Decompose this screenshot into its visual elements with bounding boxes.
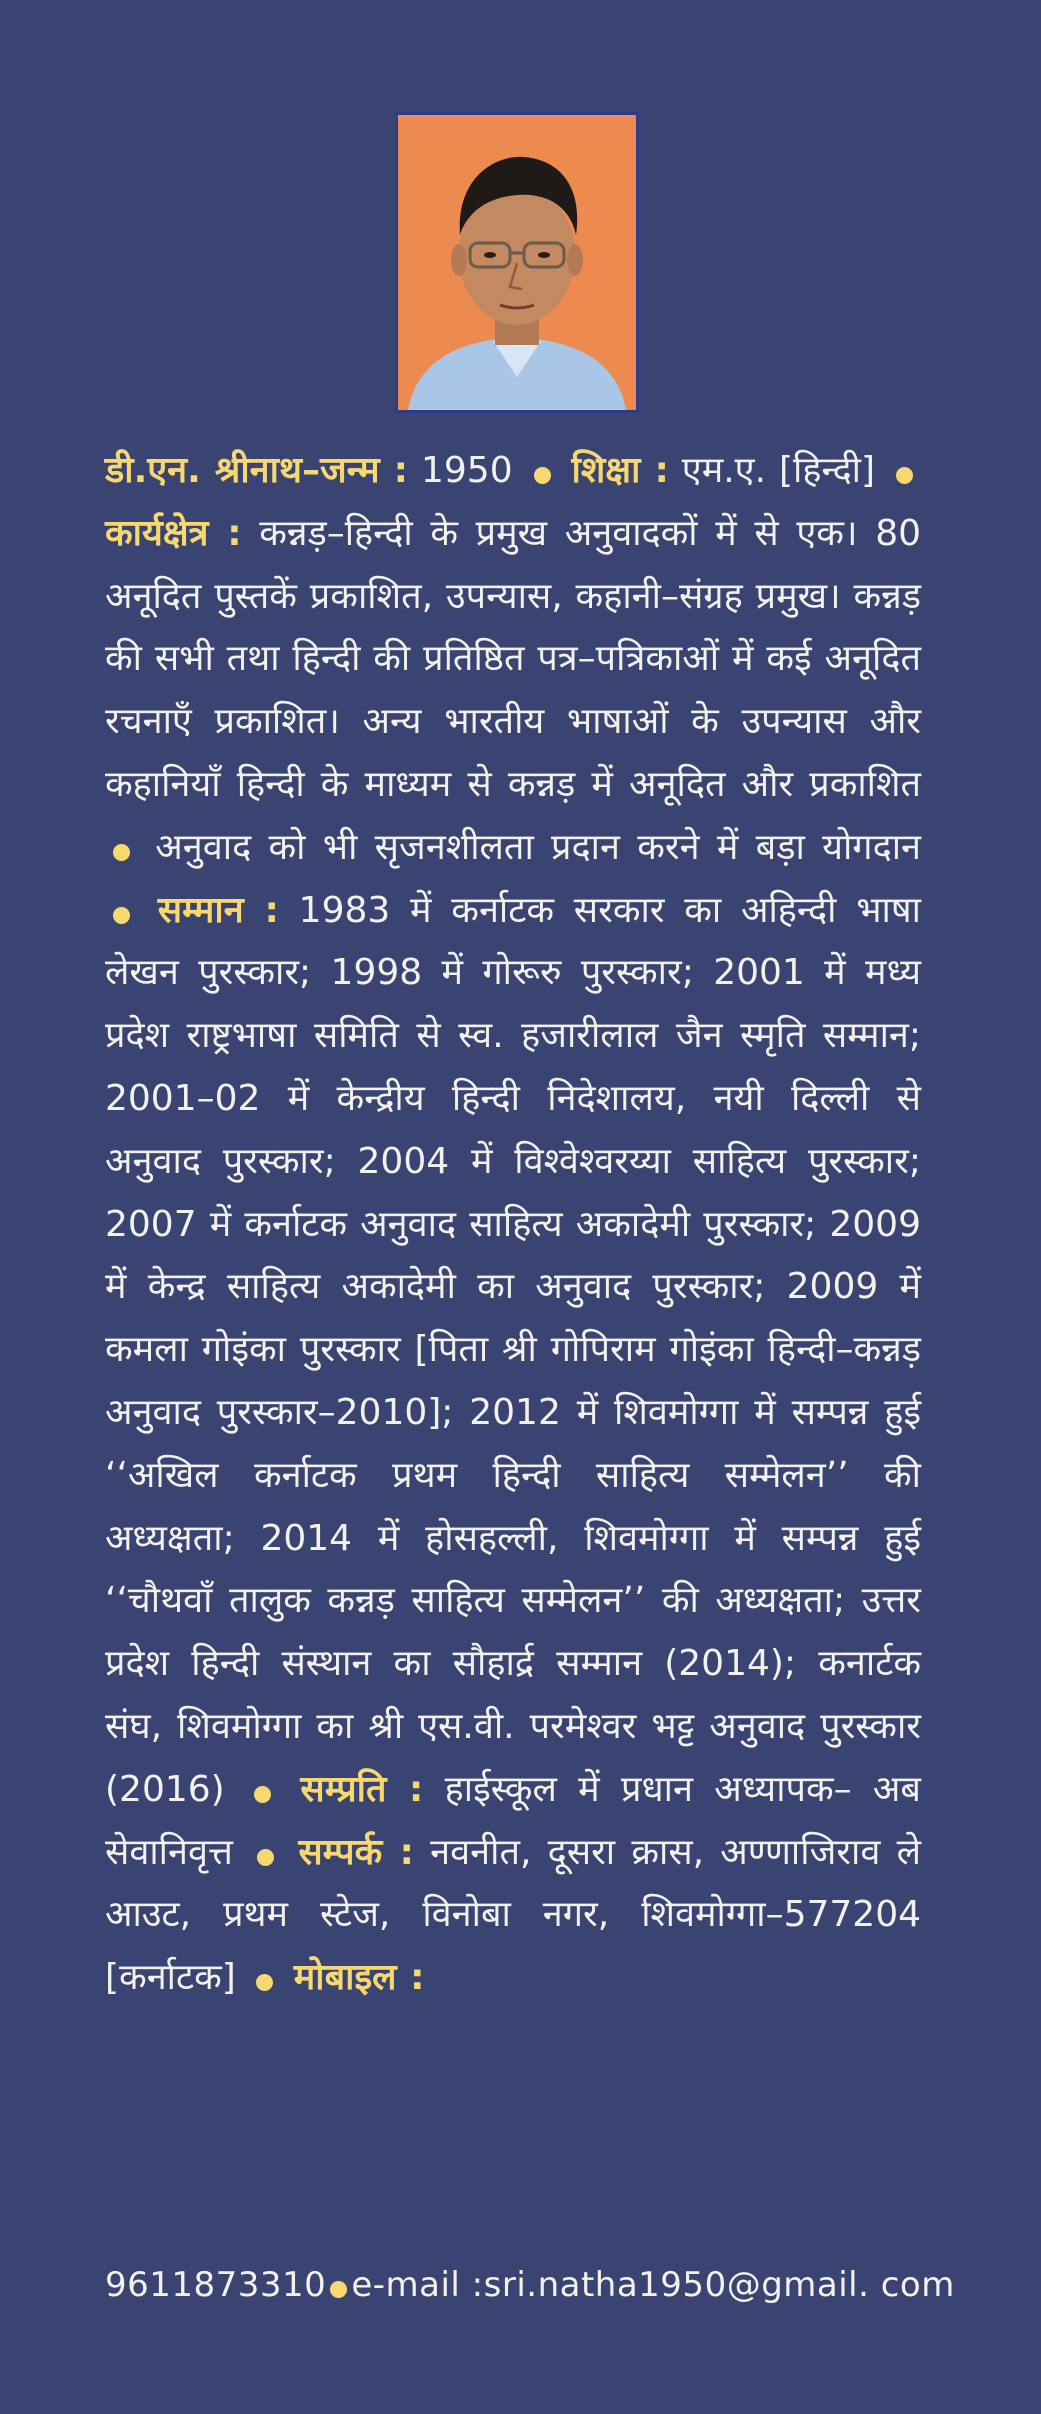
education-label: शिक्षा :	[571, 450, 669, 491]
bullet-dot-icon	[534, 467, 551, 484]
bullet-dot-icon	[113, 844, 130, 861]
mobile-label: मोबाइल :	[293, 1957, 425, 1999]
author-name-label: डी.एन. श्रीनाथ–जन्म :	[105, 450, 409, 491]
contact-line	[105, 2265, 955, 2305]
author-bio	[105, 440, 921, 2010]
current-label: सम्प्रति :	[300, 1768, 424, 1810]
bullet-dot-icon	[113, 907, 130, 924]
contact-label: सम्पर्क :	[298, 1831, 414, 1873]
birth-year: 1950	[421, 450, 513, 491]
mobile-number: 9611873310	[105, 2265, 327, 2305]
bullet-dot-icon	[257, 1849, 274, 1866]
contact-text: नवनीत, दूसरा क्रास, अण्णाजिराव ले आउट, प्रथम स्टेज, विनोबा नगर, शिवमोग्गा–577204 [कर्नाटक]	[105, 1831, 921, 1999]
bullet-dot-icon	[254, 1786, 271, 1803]
education-value: एम.ए. [हिन्दी]	[681, 450, 876, 491]
translation-note: अनुवाद को भी सृजनशीलता प्रदान करने में बड़ा योगदान	[155, 826, 921, 868]
current-text: हाईस्कूल में प्रधान अध्यापक– अब सेवानिवृत्त	[105, 1768, 921, 1873]
author-portrait-icon	[398, 115, 636, 410]
bullet-dot-icon	[896, 467, 913, 484]
honors-text: 1983 में कर्नाटक सरकार का अहिन्दी भाषा लेखन पुरस्कार; 1998 में गोरूरु पुरस्कार; 2001 में मध्य प्रदेश राष्ट्रभाषा समिति से स्व. हजारीलाल जैन स्मृति सम्मान; 2001–02 में केन्द्रीय हिन्दी निदेशालय, नयी दिल्ली से अनुवाद पुरस्कार; 2004 में विश्वेश्वरय्या साहित्य पुरस्कार; 2007 में कर्नाटक अनुवाद साहित्य अकादेमी पुरस्कार; 2009 में केन्द्र साहित्य अकादेमी का अनुवाद पुरस्कार; 2009 में कमला गोइंका पुरस्कार [पिता श्री गोपिराम गोइंका हिन्दी–कन्नड़ अनुवाद पुरस्कार–2010]; 2012 में शिवमोग्गा में सम्पन्न हुई ‘‘अखिल कर्नाटक प्रथम हिन्दी साहित्य सम्मेलन’’ की अध्यक्षता; 2014 में होसहल्ली, शिवमोग्गा में सम्पन्न हुई ‘‘चौथवाँ तालुक कन्नड़ साहित्य सम्मेलन’’ की अध्यक्षता; उत्तर प्रदेश हिन्दी संस्थान का सौहार्द्र सम्मान (2014); कनार्टक संघ, शिवमोग्गा का श्री एस.वी. परमेश्वर भट्ट अनुवाद पुरस्कार (2016)	[105, 889, 921, 1810]
work-text: कन्नड़–हिन्दी के प्रमुख अनुवादकों में से एक। 80 अनूदित पुस्तकें प्रकाशित, उपन्यास, कहानी–संग्रह प्रमुख। कन्नड़ की सभी तथा हिन्दी की प्रतिष्ठित पत्र–पत्रिकाओं में कई अनूदित रचनाएँ प्रकाशित। अन्य भारतीय भाषाओं के उपन्यास और कहानियाँ हिन्दी के माध्यम से कन्नड़ में अनूदित और प्रकाशित	[105, 512, 922, 805]
bio-paragraph	[105, 440, 921, 2010]
author-photo	[395, 112, 639, 413]
email-value[interactable]: sri.natha1950@gmail. com	[483, 2265, 955, 2305]
bullet-dot-icon	[256, 1974, 273, 1991]
work-label: कार्यक्षेत्र :	[105, 512, 242, 554]
email-label: e-mail :	[351, 2265, 484, 2305]
honors-label: सम्मान :	[157, 889, 279, 931]
bullet-dot-icon	[330, 2281, 347, 2298]
